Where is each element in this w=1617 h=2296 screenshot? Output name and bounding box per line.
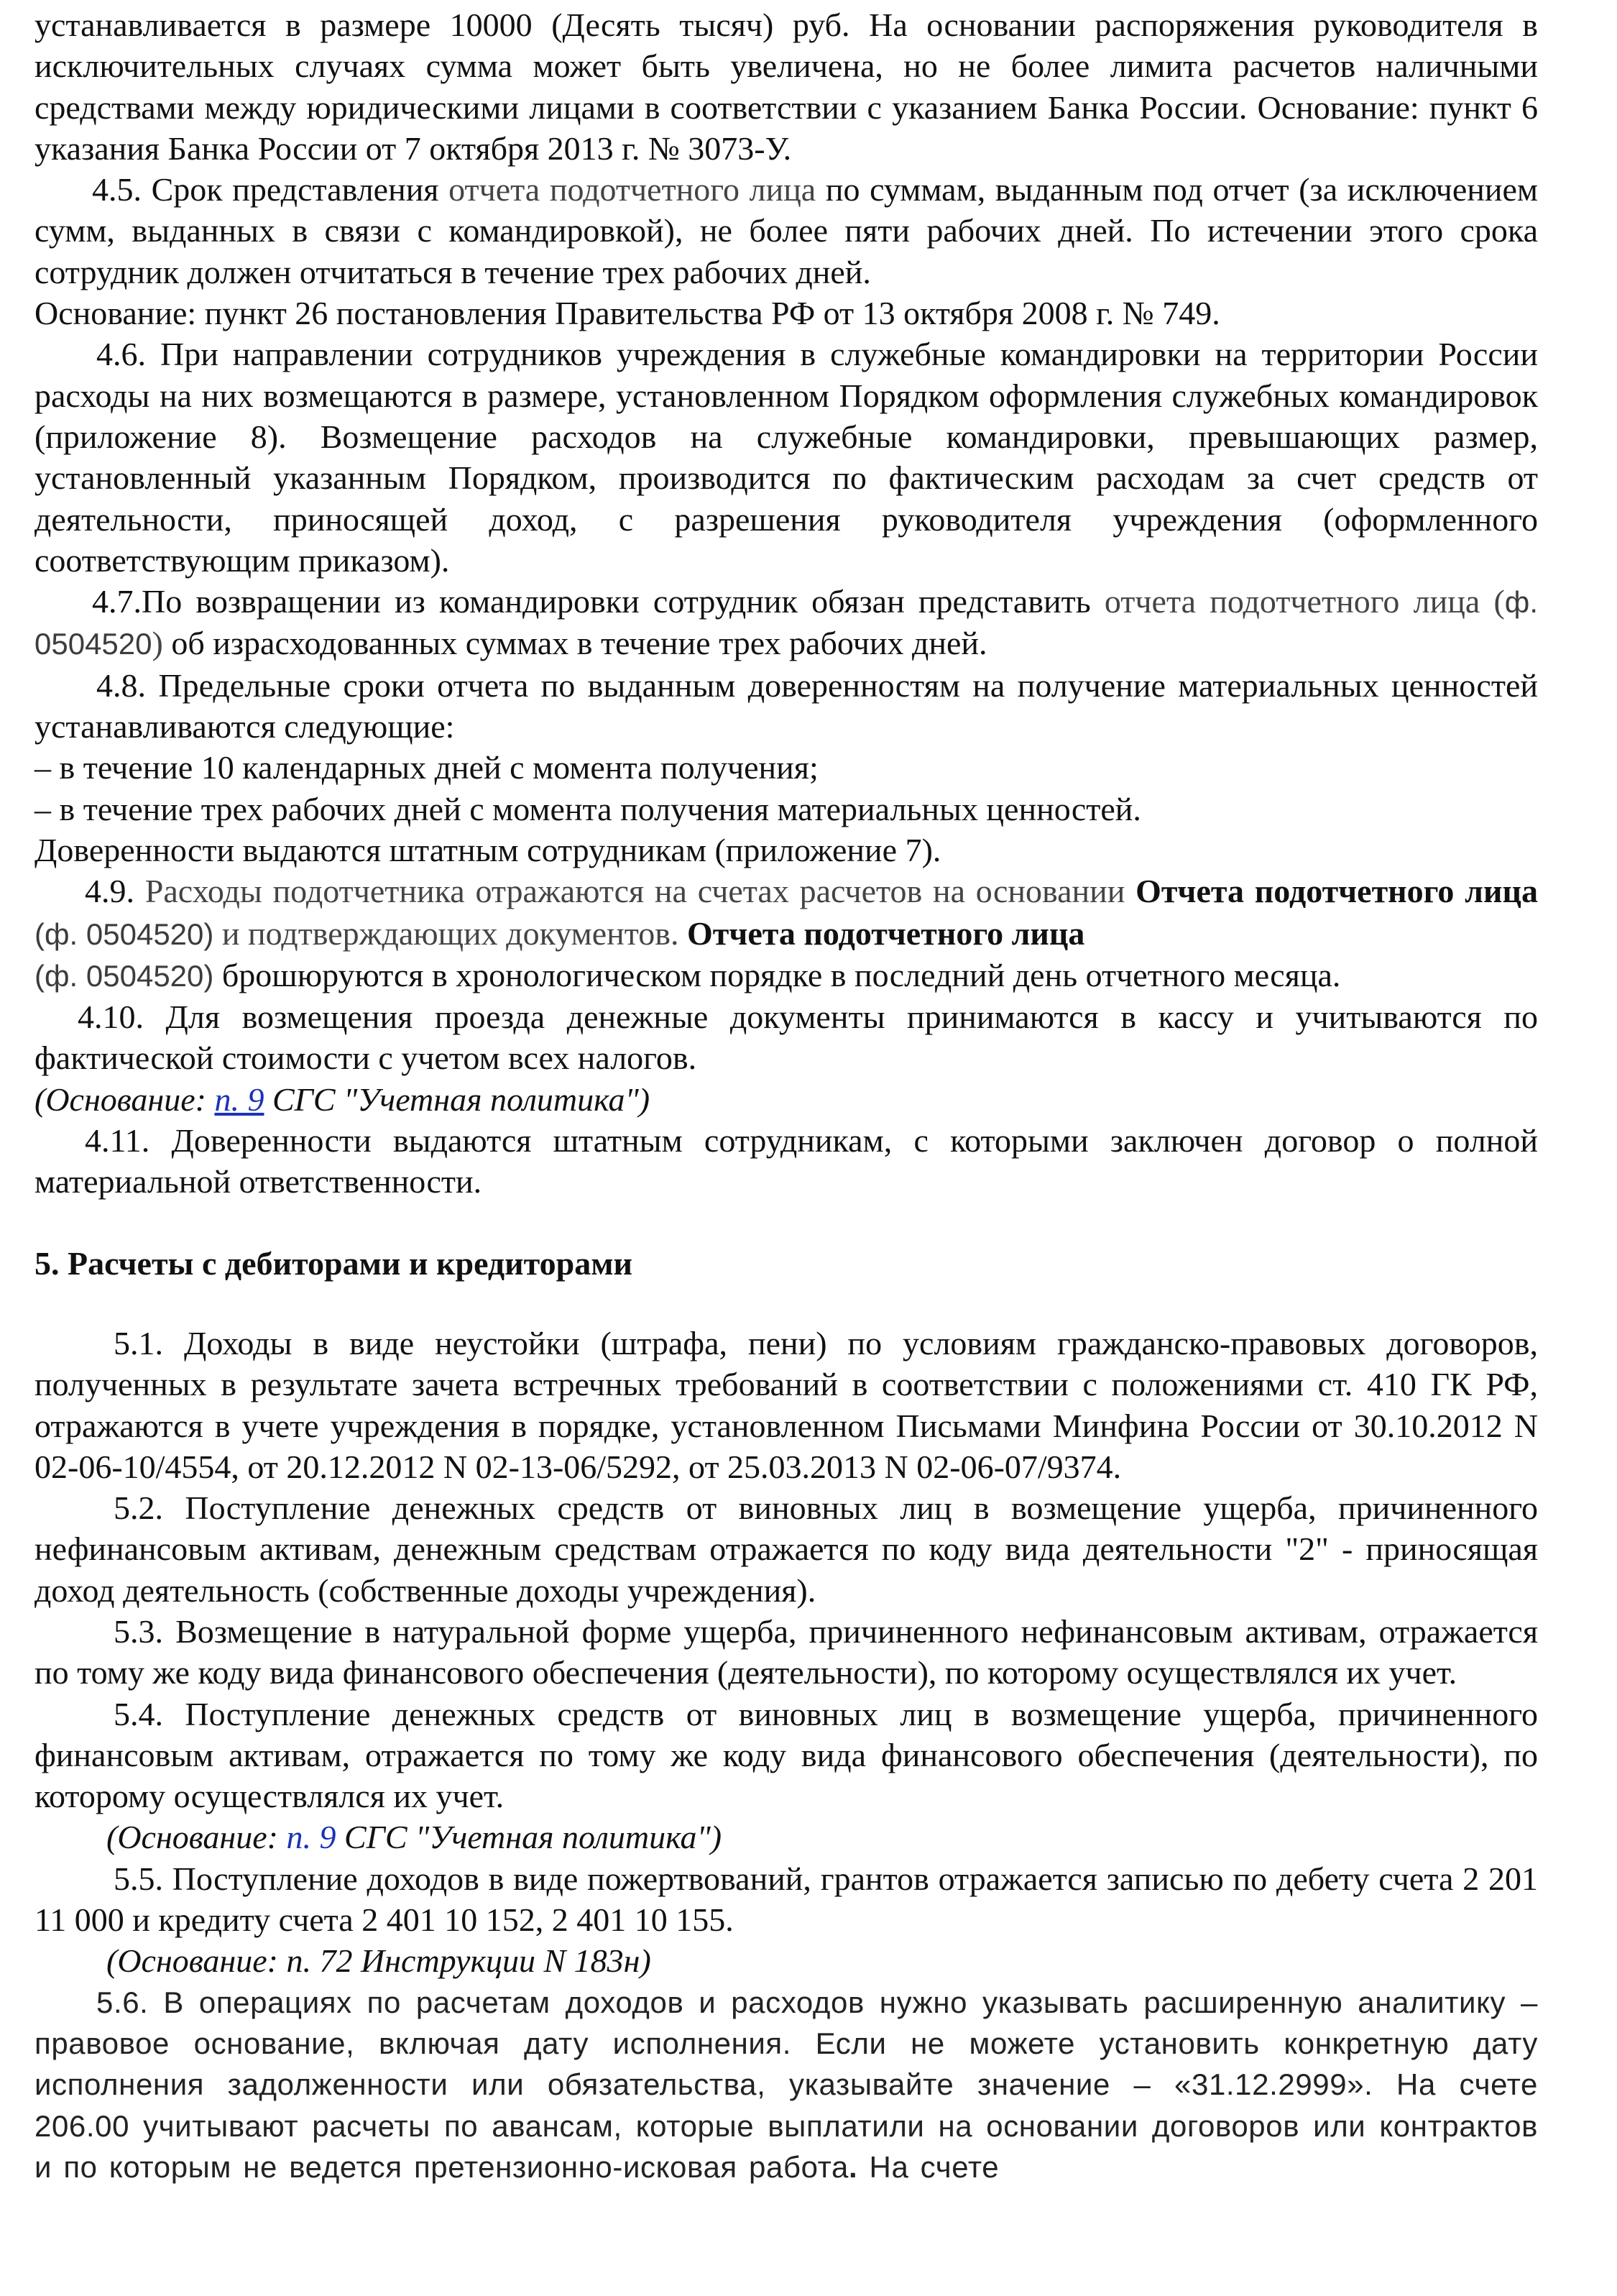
paragraph-4-9-grey: Расходы подотчетника отражаются на счетах расчетов на основании: [144, 873, 1136, 910]
list-item-4-8-1: – в течение 10 календарных дней с момента получения;: [34, 749, 819, 786]
paragraph-4-9-num: 4.9.: [85, 873, 145, 910]
basis-4-10-a: (Основание:: [34, 1080, 215, 1118]
list-item-4-8-2: – в течение трех рабочих дней с момента получения материальных ценностей.: [34, 790, 1141, 827]
paragraph-4-8-tail: Доверенности выдаются штатным сотрудникам (приложение 7).: [34, 831, 941, 868]
paragraph-4-7-report: отчета подотчетного лица (: [1104, 583, 1505, 620]
paragraph-5-1: 5.1. Доходы в виде неустойки (штрафа, пени) по условиям гражданско-правовых договоров, полученных в результате зачета встречных требований в соответствии с положениями ст. 410 ГК РФ, отражаются в учете учреждения в порядке, установленном Письмами Минфина России от 30.10.2012 N 02-06-10/4554, от 20.12.2012 N 02-13-06/5292, от 25.03.2013 N 02-06-07/9374.: [34, 1324, 1538, 1485]
paragraph-5-3: 5.3. Возмещение в натуральной форме ущерба, причиненного нефинансовым активам, отражается по тому же коду вида финансового обеспечения (деятельности), по которому осуществлялся их учет.: [34, 1612, 1538, 1691]
paragraph-4-11: 4.11. Доверенности выдаются штатным сотрудникам, с которыми заключен договор о полной материальной ответственности.: [34, 1122, 1538, 1200]
paragraph-4-5: [34, 169, 1538, 293]
paragraph-5-6: [34, 1982, 1538, 2187]
paragraph-4-7-close: ): [152, 625, 163, 662]
paragraph-5-4-basis: [34, 1817, 1538, 1858]
paragraph-4-5-basis: Основание: пункт 26 постановления Правительства РФ от 13 октября 2008 г. № 749.: [34, 295, 1220, 332]
paragraph-4-7: [34, 581, 1538, 665]
document-page: [34, 4, 1538, 2187]
paragraph-5-4: 5.4. Поступление денежных средств от виновных лиц в возмещение ущерба, причиненного финансовым активам, отражается по тому же коду вида финансового обеспечения (деятельности), по которому осуществлялся их учет.: [34, 1695, 1538, 1815]
paragraph-4-7-text-b: об израсходованных суммах в течение трех рабочих дней.: [162, 625, 987, 662]
paragraph-4-5-text-b: по суммам, выданным под отчет (за исключением сумм, выданных в связи с командировкой), не более пяти рабочих дней. По истечении этого срока сотрудник должен отчитаться в течение трех рабочих дней.: [34, 171, 1538, 290]
basis-5-4-b: СГС "Учетная политика"): [336, 1819, 722, 1856]
report-title-bold-2: Отчета подотчетного лица: [687, 914, 1085, 952]
report-link-4-5: отчета подотчетного лица: [448, 171, 816, 208]
basis-4-10-b: СГС "Учетная политика"): [264, 1080, 650, 1118]
basis-5-4-a: (Основание:: [106, 1819, 287, 1856]
paragraph-5-6-text-a: 5.6. В операциях по расчетам доходов и расходов нужно указывать расширенную аналитику – правовое основание, включая дату исполнения. Если не можете установить конкретную дату исполнения задолженности или обязательства, указывайте значение – «31.12.2999». На счете 206.00 учитывают расчеты по авансам, которые выплатили на основании договоров или контрактов и: [34, 1985, 1538, 2184]
paragraph-5-5: 5.5. Поступление доходов в виде пожертвований, грантов отражается записью по дебету счета 2 201 11 000 и кредиту счета 2 401 10 152, 2 401 10 155.: [34, 1860, 1538, 1939]
basis-link-5-4[interactable]: п. 9: [286, 1819, 336, 1856]
paragraph-5-6-dot: .: [848, 2149, 858, 2184]
paragraph-5-6-text-c: На счете: [857, 2149, 1000, 2184]
paragraph-4-5-text-a: 4.5. Срок представления: [92, 171, 449, 208]
paragraph-4-10-basis: [34, 1079, 1538, 1120]
form-code-4-7: ф. 0504520: [34, 585, 1538, 661]
report-title-bold-1: Отчета подотчетного лица: [1135, 873, 1539, 910]
paragraph-4-9-text-b: брошюруются в хронологическом порядке в последний день отчетного месяца.: [213, 956, 1341, 993]
paragraph-intro: устанавливается в размере 10000 (Десять тысяч) руб. На основании распоряжения руководителя в исключительных случаях сумма может быть увеличена, но не более лимита расчетов наличными средствами между юридическими лицами в соответствии с указанием Банка России. Основание: пункт 6 указания Банка России от 7 октября 2013 г. № 3073-У.: [34, 6, 1538, 167]
paragraph-4-9: [34, 871, 1538, 996]
paragraph-4-10: 4.10. Для возмещения проезда денежные документы принимаются в кассу и учитываются по фактической стоимости с учетом всех налогов.: [34, 998, 1538, 1077]
form-code-4-9-2: (ф. 0504520): [34, 958, 214, 993]
paragraph-5-5-basis: (Основание: п. 72 Инструкции N 183н): [106, 1942, 651, 1980]
paragraph-5-6-text-b: по которым не ведется претензионно-исковая работа: [63, 2149, 849, 2184]
paragraph-4-9-grey-2: и подтверждающих документов.: [213, 914, 688, 952]
paragraph-4-6: 4.6. При направлении сотрудников учреждения в служебные командировки на территории России расходы на них возмещаются в размере, установленном Порядком оформления служебных командировок (приложение 8). Возмещение расходов на служебные командировки, превышающих размер, установленный указанным Порядком, производится по фактическим расходам за счет средств от деятельности, приносящей доход, с разрешения руководителя учреждения (оформленного соответствующим приказом).: [34, 336, 1538, 579]
section-heading-5: 5. Расчеты с дебиторами и кредиторами: [34, 1244, 633, 1282]
form-code-4-9-1: (ф. 0504520): [34, 917, 214, 951]
basis-link-4-10[interactable]: п. 9: [214, 1080, 264, 1118]
paragraph-4-7-text-a: 4.7.По возвращении из командировки сотрудник обязан представить: [92, 583, 1105, 620]
paragraph-4-8: 4.8. Предельные сроки отчета по выданным доверенностям на получение материальных ценностей устанавливаются следующие:: [34, 666, 1538, 745]
paragraph-5-2: 5.2. Поступление денежных средств от виновных лиц в возмещение ущерба, причиненного нефинансовым активам, денежным средствам отражается по коду вида деятельности "2" - приносящая доход деятельность (собственные доходы учреждения).: [34, 1489, 1538, 1609]
